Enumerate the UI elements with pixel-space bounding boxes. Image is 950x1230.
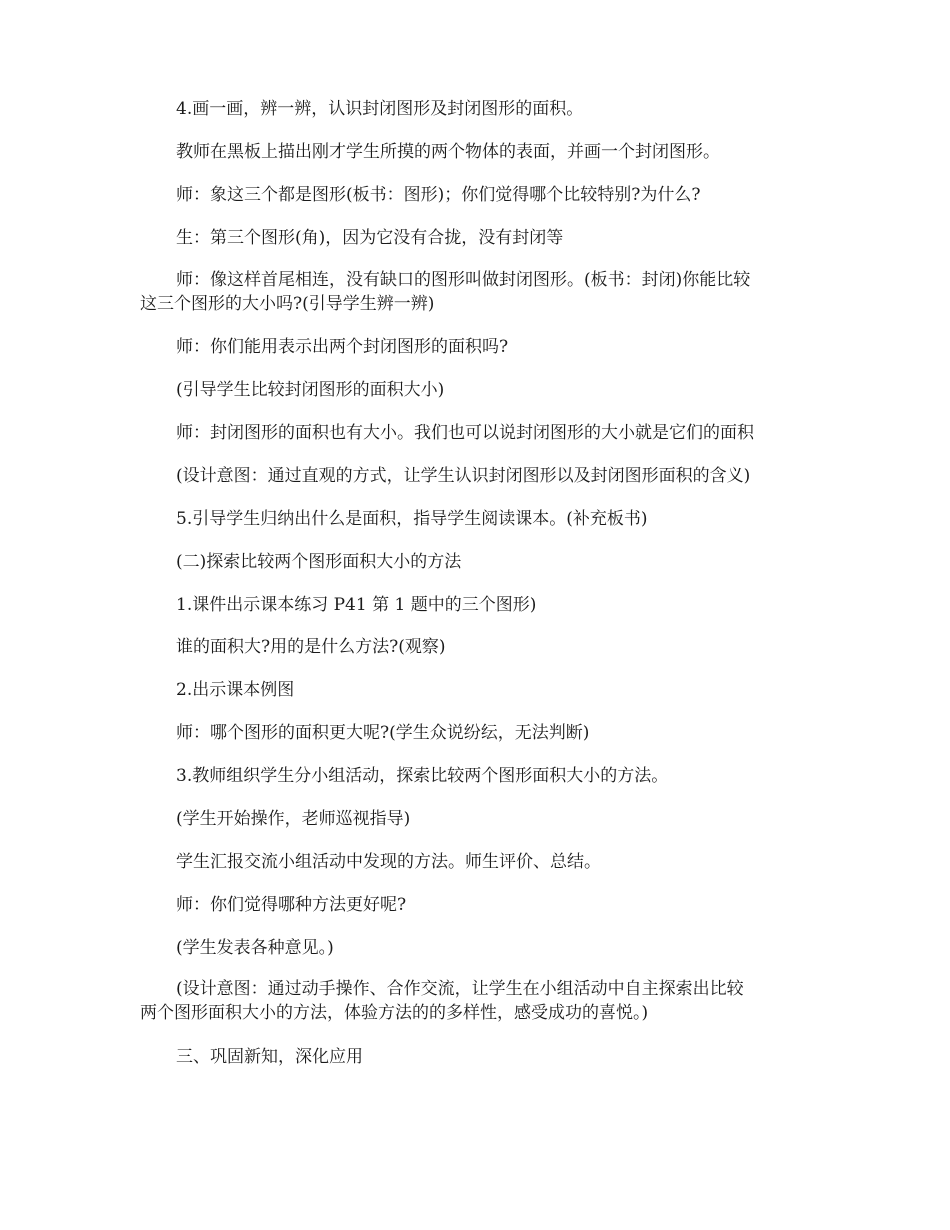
paragraph-who-larger: 谁的面积大?用的是什么方法?(观察) [176,637,446,657]
paragraph-students-opinions: (学生发表各种意见。) [176,938,334,958]
paragraph-students-operate: (学生开始操作，老师巡视指导) [176,809,411,829]
paragraph-student-answer: 生：第三个图形(角)，因为它没有合拢，没有封闭等 [176,228,564,248]
paragraph-section-5: 5.引导学生归纳出什么是面积，指导学生阅读课本。(补充板书) [176,509,648,529]
paragraph-step-3: 3.教师组织学生分小组活动，探索比较两个图形面积大小的方法。 [176,766,669,786]
paragraph-students-report: 学生汇报交流小组活动中发现的方法。师生评价、总结。 [176,852,601,872]
paragraph-step-1: 1.课件出示课本练习 P41 第 1 题中的三个图形) [176,595,537,615]
paragraph-teacher-which-larger: 师：哪个图形的面积更大呢?(学生众说纷纭，无法判断) [176,723,590,743]
paragraph-teacher-draws: 教师在黑板上描出刚才学生所摸的两个物体的表面，并画一个封闭图形。 [176,142,720,162]
paragraph-section-3-heading: 三、巩固新知，深化应用 [176,1047,363,1067]
paragraph-teacher-which-method: 师：你们觉得哪种方法更好呢? [176,895,407,915]
paragraph-teacher-question-area: 师：你们能用表示出两个封闭图形的面积吗? [176,337,509,357]
paragraph-design-intent-1: (设计意图：通过直观的方式，让学生认识封闭图形以及封闭图形面积的含义) [176,466,751,486]
paragraph-line: (设计意图：通过动手操作、合作交流，让学生在小组活动中自主探索出比较 [176,979,744,999]
paragraph-guide-compare: (引导学生比较封闭图形的面积大小) [176,380,445,400]
paragraph-line: 这三个图形的大小吗?(引导学生辨一辨) [140,294,435,314]
paragraph-teacher-question-shapes: 师：象这三个都是图形(板书：图形)；你们觉得哪个比较特别?为什么? [176,185,701,205]
paragraph-line: 师：像这样首尾相连，没有缺口的图形叫做封闭图形。(板书：封闭)你能比较 [176,270,751,290]
paragraph-closed-shape-definition [140,268,815,316]
paragraph-subsection-2-heading: (二)探索比较两个图形面积大小的方法 [176,552,462,572]
paragraph-line: 两个图形面积大小的方法，体验方法的的多样性，感受成功的喜悦。) [140,1003,649,1023]
paragraph-design-intent-2 [140,977,815,1025]
paragraph-section-4-heading: 4.画一画，辨一辨，认识封闭图形及封闭图形的面积。 [176,99,584,119]
paragraph-teacher-area-size: 师：封闭图形的面积也有大小。我们也可以说封闭图形的大小就是它们的面积 [176,423,754,443]
paragraph-step-2: 2.出示课本例图 [176,680,295,700]
